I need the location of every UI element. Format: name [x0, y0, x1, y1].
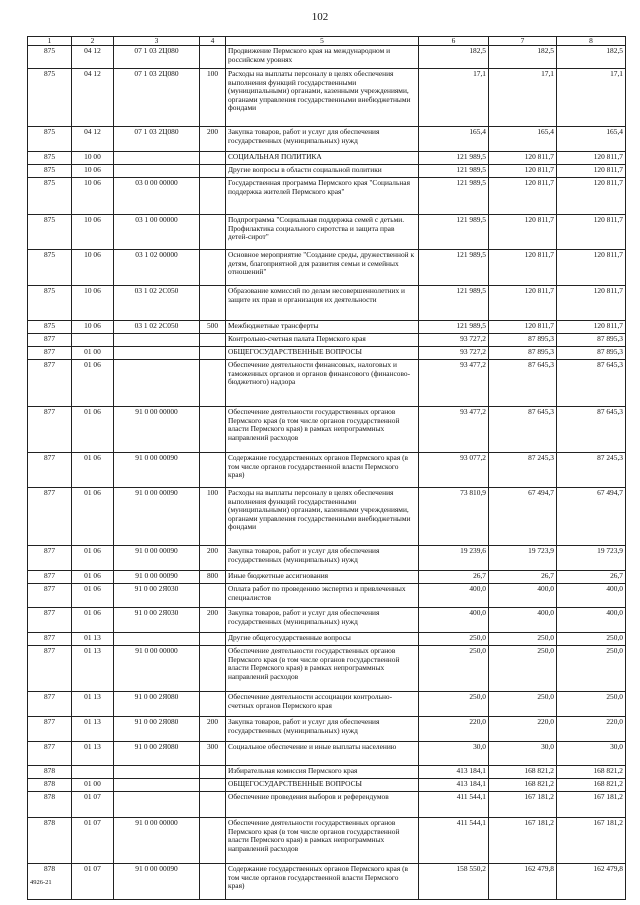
admin-code-cell: 877: [28, 608, 72, 633]
admin-code-cell: 877: [28, 571, 72, 584]
expense-type-cell: [200, 646, 226, 692]
amount-col-6-cell: 93 477,2: [419, 360, 489, 407]
expense-type-cell: [200, 407, 226, 453]
admin-code-cell: 877: [28, 488, 72, 546]
amount-col-7-cell: 30,0: [489, 742, 557, 766]
target-article-cell: 91 0 00 2Я080: [114, 692, 200, 717]
table-row: [28, 286, 626, 321]
table-row: [28, 152, 626, 165]
amount-col-8-cell: 250,0: [557, 646, 626, 692]
expense-type-cell: 300: [200, 742, 226, 766]
target-article-cell: 07 1 03 2Ц080: [114, 46, 200, 69]
admin-code-cell: 875: [28, 46, 72, 69]
section-code-cell: 01 06: [72, 407, 114, 453]
amount-col-7-cell: 250,0: [489, 633, 557, 646]
amount-col-8-cell: 182,5: [557, 46, 626, 69]
amount-col-8-cell: 165,4: [557, 127, 626, 152]
header-col-4: 4: [200, 37, 226, 46]
target-article-cell: 91 0 00 00000: [114, 646, 200, 692]
expense-type-cell: 200: [200, 127, 226, 152]
section-code-cell: 01 13: [72, 646, 114, 692]
description-cell: Подпрограмма "Социальная поддержка семей с детьми. Профилактика социального сиротства и защита прав детей-сирот": [226, 215, 419, 250]
amount-col-7-cell: 120 811,7: [489, 215, 557, 250]
table-row: [28, 818, 626, 864]
amount-col-8-cell: 120 811,7: [557, 250, 626, 286]
target-article-cell: [114, 152, 200, 165]
section-code-cell: 01 07: [72, 864, 114, 900]
amount-col-6-cell: 73 810,9: [419, 488, 489, 546]
amount-col-6-cell: 250,0: [419, 646, 489, 692]
target-article-cell: [114, 165, 200, 178]
description-cell: Социальное обеспечение и иные выплаты населению: [226, 742, 419, 766]
amount-col-6-cell: 400,0: [419, 584, 489, 608]
header-col-6: 6: [419, 37, 489, 46]
amount-col-7-cell: 168 821,2: [489, 766, 557, 779]
amount-col-7-cell: 167 181,2: [489, 818, 557, 864]
amount-col-7-cell: 250,0: [489, 646, 557, 692]
table-row: [28, 321, 626, 334]
admin-code-cell: 875: [28, 165, 72, 178]
amount-col-7-cell: 162 479,8: [489, 864, 557, 900]
amount-col-6-cell: 93 727,2: [419, 334, 489, 347]
amount-col-6-cell: 250,0: [419, 692, 489, 717]
target-article-cell: 03 1 02 00000: [114, 250, 200, 286]
admin-code-cell: 877: [28, 742, 72, 766]
target-article-cell: 91 0 00 00090: [114, 571, 200, 584]
table-row: [28, 453, 626, 488]
target-article-cell: 91 0 00 00000: [114, 407, 200, 453]
target-article-cell: [114, 360, 200, 407]
description-cell: Образование комиссий по делам несовершеннолетних и защите их прав и организация их деятельности: [226, 286, 419, 321]
amount-col-8-cell: 400,0: [557, 608, 626, 633]
table-row: [28, 334, 626, 347]
table-row: [28, 608, 626, 633]
target-article-cell: 91 0 00 00090: [114, 488, 200, 546]
amount-col-8-cell: 26,7: [557, 571, 626, 584]
description-cell: Расходы на выплаты персоналу в целях обеспечения выполнения функций государственными (муниципальными) органами, казенными учреждениями, органами управления государственными внебюджетными фондами: [226, 488, 419, 546]
description-cell: Другие общегосударственные вопросы: [226, 633, 419, 646]
expense-type-cell: [200, 864, 226, 900]
amount-col-6-cell: 93 077,2: [419, 453, 489, 488]
admin-code-cell: 875: [28, 215, 72, 250]
section-code-cell: 01 06: [72, 584, 114, 608]
target-article-cell: 91 0 00 00090: [114, 864, 200, 900]
amount-col-7-cell: 87 895,3: [489, 334, 557, 347]
table-row: [28, 546, 626, 571]
description-cell: Содержание государственных органов Пермского края (в том числе органов государственной власти Пермского края): [226, 864, 419, 900]
expense-type-cell: 200: [200, 608, 226, 633]
amount-col-7-cell: 120 811,7: [489, 152, 557, 165]
amount-col-6-cell: 165,4: [419, 127, 489, 152]
expense-type-cell: [200, 334, 226, 347]
amount-col-7-cell: 182,5: [489, 46, 557, 69]
expense-type-cell: [200, 178, 226, 215]
amount-col-6-cell: 411 544,1: [419, 818, 489, 864]
amount-col-8-cell: 120 811,7: [557, 152, 626, 165]
budget-table: [27, 36, 626, 900]
section-code-cell: 01 13: [72, 692, 114, 717]
amount-col-7-cell: 168 821,2: [489, 779, 557, 792]
amount-col-7-cell: 87 645,3: [489, 407, 557, 453]
amount-col-6-cell: 413 184,1: [419, 766, 489, 779]
expense-type-cell: [200, 250, 226, 286]
section-code-cell: 10 00: [72, 152, 114, 165]
amount-col-6-cell: 19 239,6: [419, 546, 489, 571]
expense-type-cell: [200, 779, 226, 792]
section-code-cell: 10 06: [72, 321, 114, 334]
description-cell: ОБЩЕГОСУДАРСТВЕННЫЕ ВОПРОСЫ: [226, 779, 419, 792]
target-article-cell: 03 1 02 2С050: [114, 286, 200, 321]
header-col-1: 1: [28, 37, 72, 46]
target-article-cell: 91 0 00 00000: [114, 818, 200, 864]
section-code-cell: 01 13: [72, 742, 114, 766]
description-cell: Закупка товаров, работ и услуг для обеспечения государственных (муниципальных) нужд: [226, 127, 419, 152]
expense-type-cell: [200, 766, 226, 779]
table-row: [28, 692, 626, 717]
section-code-cell: 01 06: [72, 546, 114, 571]
expense-type-cell: 100: [200, 488, 226, 546]
description-cell: Обеспечение деятельности государственных органов Пермского края (в том числе органов государственной власти Пермского края) в рамках непрограммных направлений расходов: [226, 407, 419, 453]
expense-type-cell: [200, 792, 226, 818]
description-cell: Обеспечение деятельности государственных органов Пермского края (в том числе органов государственной власти Пермского края) в рамках непрограммных направлений расходов: [226, 646, 419, 692]
amount-col-8-cell: 17,1: [557, 69, 626, 127]
target-article-cell: [114, 792, 200, 818]
description-cell: Содержание государственных органов Пермского края (в том числе органов государственной власти Пермского края): [226, 453, 419, 488]
expense-type-cell: 800: [200, 571, 226, 584]
expense-type-cell: [200, 584, 226, 608]
amount-col-8-cell: 250,0: [557, 633, 626, 646]
admin-code-cell: 877: [28, 717, 72, 742]
admin-code-cell: 878: [28, 792, 72, 818]
amount-col-6-cell: 220,0: [419, 717, 489, 742]
table-row: [28, 250, 626, 286]
admin-code-cell: 875: [28, 127, 72, 152]
section-code-cell: 01 13: [72, 633, 114, 646]
amount-col-8-cell: 87 245,3: [557, 453, 626, 488]
table-row: [28, 360, 626, 407]
amount-col-8-cell: 220,0: [557, 717, 626, 742]
footer-code: 4926-21: [30, 879, 52, 886]
amount-col-8-cell: 162 479,8: [557, 864, 626, 900]
expense-type-cell: [200, 453, 226, 488]
description-cell: Закупка товаров, работ и услуг для обеспечения государственных (муниципальных) нужд: [226, 546, 419, 571]
amount-col-6-cell: 26,7: [419, 571, 489, 584]
amount-col-8-cell: 167 181,2: [557, 792, 626, 818]
description-cell: Иные бюджетные ассигнования: [226, 571, 419, 584]
section-code-cell: 04 12: [72, 46, 114, 69]
table-row: [28, 584, 626, 608]
description-cell: Контрольно-счетная палата Пермского края: [226, 334, 419, 347]
amount-col-8-cell: 120 811,7: [557, 321, 626, 334]
description-cell: Государственная программа Пермского края "Социальная поддержка жителей Пермского края": [226, 178, 419, 215]
expense-type-cell: [200, 286, 226, 321]
amount-col-8-cell: 30,0: [557, 742, 626, 766]
expense-type-cell: 200: [200, 546, 226, 571]
description-cell: Обеспечение деятельности ассоциации контрольно-счетных органов Пермского края: [226, 692, 419, 717]
target-article-cell: 91 0 00 00090: [114, 453, 200, 488]
admin-code-cell: 877: [28, 334, 72, 347]
amount-col-8-cell: 250,0: [557, 692, 626, 717]
admin-code-cell: 875: [28, 69, 72, 127]
amount-col-8-cell: 400,0: [557, 584, 626, 608]
section-code-cell: 10 06: [72, 286, 114, 321]
amount-col-8-cell: 87 645,3: [557, 360, 626, 407]
section-code-cell: [72, 334, 114, 347]
description-cell: Закупка товаров, работ и услуг для обеспечения государственных (муниципальных) нужд: [226, 717, 419, 742]
amount-col-8-cell: 168 821,2: [557, 779, 626, 792]
target-article-cell: 03 1 00 00000: [114, 215, 200, 250]
amount-col-6-cell: 121 989,5: [419, 165, 489, 178]
expense-type-cell: [200, 165, 226, 178]
amount-col-6-cell: 158 550,2: [419, 864, 489, 900]
description-cell: Продвижение Пермского края на международном и российском уровнях: [226, 46, 419, 69]
section-code-cell: 10 06: [72, 165, 114, 178]
amount-col-7-cell: 87 895,3: [489, 347, 557, 360]
expense-type-cell: [200, 152, 226, 165]
description-cell: ОБЩЕГОСУДАРСТВЕННЫЕ ВОПРОСЫ: [226, 347, 419, 360]
amount-col-6-cell: 17,1: [419, 69, 489, 127]
table-row: [28, 46, 626, 69]
admin-code-cell: 878: [28, 779, 72, 792]
amount-col-7-cell: 120 811,7: [489, 286, 557, 321]
description-cell: Основное мероприятие "Создание среды, дружественной к детям, благоприятной для развития семьи и семейных отношений": [226, 250, 419, 286]
amount-col-8-cell: 120 811,7: [557, 215, 626, 250]
admin-code-cell: 877: [28, 360, 72, 407]
amount-col-8-cell: 19 723,9: [557, 546, 626, 571]
amount-col-7-cell: 120 811,7: [489, 250, 557, 286]
table-row: [28, 766, 626, 779]
header-col-2: 2: [72, 37, 114, 46]
description-cell: Оплата работ по проведению экспертиз и привлеченных специалистов: [226, 584, 419, 608]
admin-code-cell: 875: [28, 178, 72, 215]
amount-col-8-cell: 87 895,3: [557, 347, 626, 360]
amount-col-8-cell: 87 645,3: [557, 407, 626, 453]
table-row: [28, 488, 626, 546]
amount-col-6-cell: 400,0: [419, 608, 489, 633]
section-code-cell: 01 00: [72, 347, 114, 360]
description-cell: Избирательная комиссия Пермского края: [226, 766, 419, 779]
expense-type-cell: [200, 692, 226, 717]
section-code-cell: 10 06: [72, 250, 114, 286]
amount-col-8-cell: 168 821,2: [557, 766, 626, 779]
section-code-cell: 01 06: [72, 608, 114, 633]
expense-type-cell: [200, 633, 226, 646]
section-code-cell: 01 07: [72, 792, 114, 818]
admin-code-cell: 877: [28, 546, 72, 571]
table-header-row: [28, 37, 626, 46]
header-col-5: 5: [226, 37, 419, 46]
admin-code-cell: 877: [28, 646, 72, 692]
amount-col-7-cell: 165,4: [489, 127, 557, 152]
table-row: [28, 792, 626, 818]
amount-col-6-cell: 30,0: [419, 742, 489, 766]
admin-code-cell: 875: [28, 250, 72, 286]
amount-col-6-cell: 121 989,5: [419, 250, 489, 286]
amount-col-7-cell: 87 645,3: [489, 360, 557, 407]
section-code-cell: 01 06: [72, 453, 114, 488]
table-row: [28, 127, 626, 152]
admin-code-cell: 877: [28, 584, 72, 608]
description-cell: СОЦИАЛЬНАЯ ПОЛИТИКА: [226, 152, 419, 165]
admin-code-cell: 878: [28, 864, 72, 900]
section-code-cell: 04 12: [72, 69, 114, 127]
section-code-cell: [72, 766, 114, 779]
section-code-cell: 01 06: [72, 488, 114, 546]
description-cell: Межбюджетные трансферты: [226, 321, 419, 334]
amount-col-8-cell: 67 494,7: [557, 488, 626, 546]
table-row: [28, 69, 626, 127]
admin-code-cell: 875: [28, 286, 72, 321]
admin-code-cell: 877: [28, 692, 72, 717]
target-article-cell: 91 0 00 00090: [114, 546, 200, 571]
amount-col-7-cell: 19 723,9: [489, 546, 557, 571]
target-article-cell: 91 0 00 2Я030: [114, 608, 200, 633]
section-code-cell: 01 06: [72, 360, 114, 407]
table-row: [28, 646, 626, 692]
expense-type-cell: 200: [200, 717, 226, 742]
section-code-cell: 01 13: [72, 717, 114, 742]
header-col-7: 7: [489, 37, 557, 46]
section-code-cell: 10 06: [72, 215, 114, 250]
amount-col-6-cell: 121 989,5: [419, 215, 489, 250]
expense-type-cell: 500: [200, 321, 226, 334]
amount-col-7-cell: 120 811,7: [489, 165, 557, 178]
amount-col-7-cell: 220,0: [489, 717, 557, 742]
target-article-cell: [114, 779, 200, 792]
admin-code-cell: 878: [28, 766, 72, 779]
expense-type-cell: [200, 818, 226, 864]
admin-code-cell: 878: [28, 818, 72, 864]
table-row: [28, 633, 626, 646]
table-row: [28, 717, 626, 742]
expense-type-cell: [200, 360, 226, 407]
description-cell: Обеспечение проведения выборов и референдумов: [226, 792, 419, 818]
table-row: [28, 407, 626, 453]
target-article-cell: [114, 347, 200, 360]
target-article-cell: [114, 334, 200, 347]
expense-type-cell: [200, 347, 226, 360]
header-col-8: 8: [557, 37, 626, 46]
admin-code-cell: 875: [28, 321, 72, 334]
amount-col-6-cell: 182,5: [419, 46, 489, 69]
description-cell: Расходы на выплаты персоналу в целях обеспечения выполнения функций государственными (муниципальными) органами, казенными учреждениями, органами управления государственными внебюджетными фондами: [226, 69, 419, 127]
admin-code-cell: 877: [28, 407, 72, 453]
page-number: 102: [311, 11, 329, 23]
amount-col-6-cell: 413 184,1: [419, 779, 489, 792]
admin-code-cell: 877: [28, 453, 72, 488]
amount-col-6-cell: 121 989,5: [419, 286, 489, 321]
table-row: [28, 571, 626, 584]
amount-col-6-cell: 411 544,1: [419, 792, 489, 818]
amount-col-8-cell: 120 811,7: [557, 165, 626, 178]
target-article-cell: 07 1 03 2Ц080: [114, 127, 200, 152]
table-row: [28, 215, 626, 250]
amount-col-6-cell: 93 727,2: [419, 347, 489, 360]
amount-col-6-cell: 121 989,5: [419, 178, 489, 215]
amount-col-7-cell: 87 245,3: [489, 453, 557, 488]
admin-code-cell: 877: [28, 633, 72, 646]
amount-col-7-cell: 17,1: [489, 69, 557, 127]
expense-type-cell: 100: [200, 69, 226, 127]
section-code-cell: 01 07: [72, 818, 114, 864]
description-cell: Обеспечение деятельности государственных органов Пермского края (в том числе органов государственной власти Пермского края) в рамках непрограммных направлений расходов: [226, 818, 419, 864]
table-row: [28, 165, 626, 178]
description-cell: Обеспечение деятельности финансовых, налоговых и таможенных органов и органов финансового (финансово-бюджетного) надзора: [226, 360, 419, 407]
admin-code-cell: 875: [28, 152, 72, 165]
amount-col-8-cell: 87 895,3: [557, 334, 626, 347]
amount-col-7-cell: 26,7: [489, 571, 557, 584]
target-article-cell: 03 1 02 2С050: [114, 321, 200, 334]
table-row: [28, 742, 626, 766]
amount-col-7-cell: 120 811,7: [489, 321, 557, 334]
table-row: [28, 178, 626, 215]
table-row: [28, 779, 626, 792]
table-row: [28, 347, 626, 360]
amount-col-8-cell: 167 181,2: [557, 818, 626, 864]
target-article-cell: [114, 766, 200, 779]
amount-col-7-cell: 167 181,2: [489, 792, 557, 818]
amount-col-7-cell: 120 811,7: [489, 178, 557, 215]
target-article-cell: [114, 633, 200, 646]
target-article-cell: 07 1 03 2Ц080: [114, 69, 200, 127]
section-code-cell: 01 00: [72, 779, 114, 792]
section-code-cell: 10 06: [72, 178, 114, 215]
section-code-cell: 04 12: [72, 127, 114, 152]
target-article-cell: 91 0 00 2Я080: [114, 742, 200, 766]
amount-col-6-cell: 93 477,2: [419, 407, 489, 453]
amount-col-6-cell: 121 989,5: [419, 152, 489, 165]
amount-col-7-cell: 67 494,7: [489, 488, 557, 546]
amount-col-7-cell: 250,0: [489, 692, 557, 717]
target-article-cell: 91 0 00 2Я080: [114, 717, 200, 742]
table-row: [28, 864, 626, 900]
amount-col-7-cell: 400,0: [489, 584, 557, 608]
amount-col-7-cell: 400,0: [489, 608, 557, 633]
admin-code-cell: 877: [28, 347, 72, 360]
header-col-3: 3: [114, 37, 200, 46]
expense-type-cell: [200, 215, 226, 250]
description-cell: Другие вопросы в области социальной политики: [226, 165, 419, 178]
amount-col-8-cell: 120 811,7: [557, 178, 626, 215]
amount-col-6-cell: 121 989,5: [419, 321, 489, 334]
target-article-cell: 03 0 00 00000: [114, 178, 200, 215]
amount-col-6-cell: 250,0: [419, 633, 489, 646]
section-code-cell: 01 06: [72, 571, 114, 584]
amount-col-8-cell: 120 811,7: [557, 286, 626, 321]
target-article-cell: 91 0 00 2Я030: [114, 584, 200, 608]
description-cell: Закупка товаров, работ и услуг для обеспечения государственных (муниципальных) нужд: [226, 608, 419, 633]
expense-type-cell: [200, 46, 226, 69]
